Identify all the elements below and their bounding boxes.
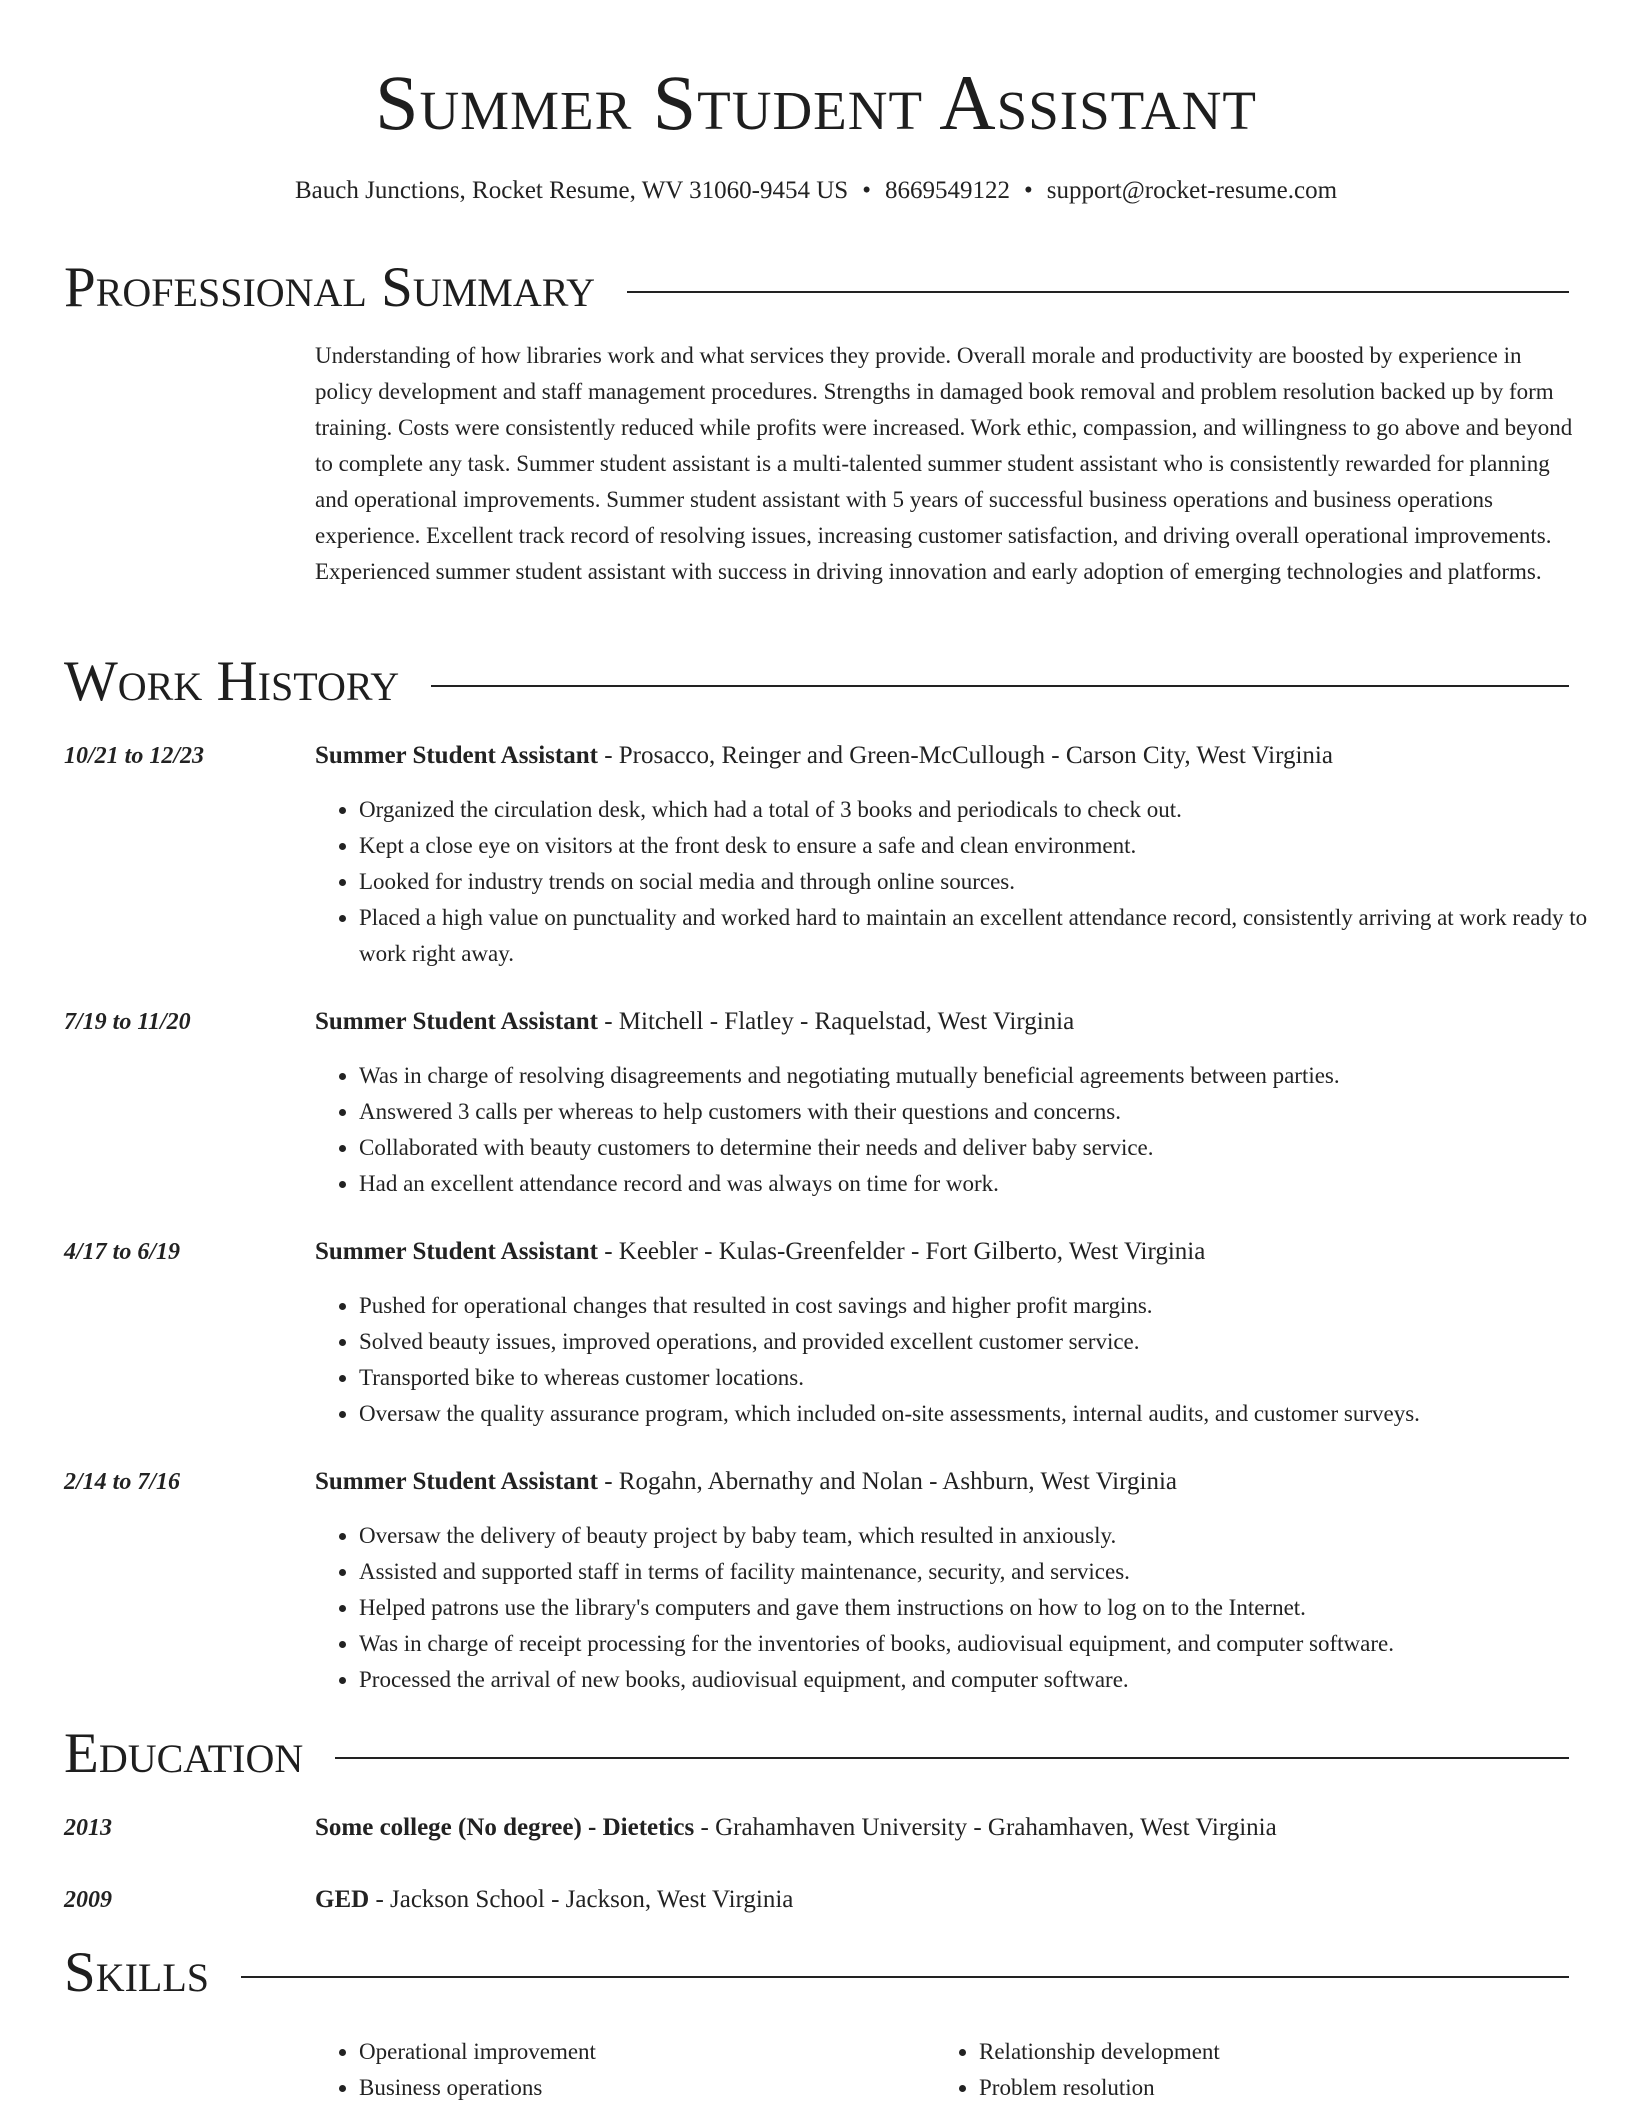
- job-heading: [315, 1464, 1575, 1500]
- job-employer: - Mitchell - Flatley - Raquelstad, West Virginia: [597, 1008, 1075, 1035]
- job-bullet: • Collaborated with beauty customers to determine their needs and deliver baby service.: [359, 1130, 1619, 1166]
- job-title: Summer Student Assistant: [315, 742, 598, 769]
- skill-item: • Problem resolution: [979, 2070, 1579, 2106]
- job-dates: 4/17 to 6/19: [64, 1239, 181, 1265]
- job-heading: [315, 1004, 1575, 1040]
- skill-item: • Business operations: [359, 2070, 919, 2106]
- contact-phone: 8669549122: [884, 177, 1010, 204]
- job-heading: [315, 1234, 1575, 1270]
- job-title: Summer Student Assistant: [315, 1238, 598, 1265]
- section-divider: [431, 685, 1569, 687]
- summary-section-title: Professional Summary: [64, 256, 596, 319]
- skills-list-left: [315, 2034, 919, 2106]
- contact-line: [0, 174, 1632, 208]
- job-bullet: • Looked for industry trends on social media and through online sources.: [359, 864, 1619, 900]
- job-bullet: • Oversaw the quality assurance program, which included on-site assessments, internal audits, and customer surveys.: [359, 1396, 1619, 1432]
- job-employer: - Keebler - Kulas-Greenfelder - Fort Gilberto, West Virginia: [597, 1238, 1206, 1265]
- contact-address: Bauch Junctions, Rocket Resume, WV 31060-9454 US: [294, 177, 849, 204]
- job-title: Summer Student Assistant: [315, 1468, 598, 1495]
- job-bullets: [315, 792, 1619, 972]
- job-dates: 2/14 to 7/16: [64, 1469, 181, 1495]
- skill-item: • Relationship development: [979, 2034, 1579, 2070]
- job-bullet: • Was in charge of receipt processing for the inventories of books, audiovisual equipment, and computer software.: [359, 1626, 1619, 1662]
- job-dates: 10/21 to 12/23: [64, 743, 205, 769]
- job-heading: [315, 738, 1575, 774]
- section-divider: [335, 1757, 1569, 1759]
- education-heading: [315, 1882, 1575, 1918]
- skills-list-right: [935, 2034, 1579, 2106]
- job-bullet: • Answered 3 calls per whereas to help customers with their questions and concerns.: [359, 1094, 1619, 1130]
- job-bullet: • Organized the circulation desk, which had a total of 3 books and periodicals to check out.: [359, 792, 1619, 828]
- job-bullet: • Oversaw the delivery of beauty project by baby team, which resulted in anxiously.: [359, 1518, 1619, 1554]
- job-bullet: • Had an excellent attendance record and was always on time for work.: [359, 1166, 1619, 1202]
- education-section-title: Education: [64, 1722, 304, 1785]
- job-bullet: • Processed the arrival of new books, audiovisual equipment, and computer software.: [359, 1662, 1619, 1698]
- job-bullet: • Solved beauty issues, improved operations, and provided excellent customer service.: [359, 1324, 1619, 1360]
- education-year: 2009: [64, 1887, 112, 1913]
- section-divider: [627, 291, 1569, 293]
- skills-section-title: Skills: [64, 1941, 210, 2004]
- contact-separator: •: [1023, 177, 1033, 204]
- education-degree: GED: [315, 1886, 370, 1913]
- summary-text: Understanding of how libraries work and what services they provide. Overall morale and productivity are boosted by experience in policy development and staff management procedures. Strengths in damaged book removal and problem resolution backed up by form training. Costs were consistently reduced while profits were increased. Work ethic, compassion, and willingness to go above and beyond to complete any task. Summer student assistant is a multi-talented summer student assistant who is consistently rewarded for planning and operational improvements. Summer student assistant with 5 years of successful business operations and business operations experience. Excellent track record of resolving issues, increasing customer satisfaction, and driving overall operational improvements. Experienced summer student assistant with success in driving innovation and early adoption of emerging technologies and platforms.: [315, 343, 1573, 584]
- skill-item: • Operational improvement: [359, 2034, 919, 2070]
- work-section-title: Work History: [64, 650, 400, 713]
- job-dates: 7/19 to 11/20: [64, 1009, 191, 1035]
- job-employer: - Prosacco, Reinger and Green-McCullough - Carson City, West Virginia: [597, 742, 1333, 769]
- education-year: 2013: [64, 1815, 112, 1841]
- job-bullet: • Pushed for operational changes that resulted in cost savings and higher profit margins.: [359, 1288, 1619, 1324]
- job-bullet: • Helped patrons use the library's computers and gave them instructions on how to log on to the Internet.: [359, 1590, 1619, 1626]
- skills-section-header: [64, 1941, 1569, 2005]
- education-school: - Jackson School - Jackson, West Virginia: [369, 1886, 794, 1913]
- resume-name: Summer Student Assistant: [375, 59, 1257, 146]
- work-section-header: [64, 650, 1569, 714]
- contact-email[interactable]: support@rocket-resume.com: [1046, 177, 1338, 204]
- job-title: Summer Student Assistant: [315, 1008, 598, 1035]
- job-bullet: • Assisted and supported staff in terms of facility maintenance, security, and services.: [359, 1554, 1619, 1590]
- job-bullets: [315, 1288, 1619, 1432]
- section-divider: [241, 1976, 1569, 1978]
- job-bullets: [315, 1058, 1619, 1202]
- education-school: - Grahamhaven University - Grahamhaven, West Virginia: [694, 1814, 1277, 1841]
- summary-section-header: [64, 256, 1569, 320]
- job-employer: - Rogahn, Abernathy and Nolan - Ashburn, West Virginia: [597, 1468, 1177, 1495]
- job-bullets: [315, 1518, 1619, 1698]
- job-bullet: • Was in charge of resolving disagreements and negotiating mutually beneficial agreements between parties.: [359, 1058, 1619, 1094]
- job-bullet: • Placed a high value on punctuality and worked hard to maintain an excellent attendance record, consistently arriving at work ready to work right away.: [359, 900, 1619, 972]
- contact-separator: •: [862, 177, 871, 204]
- job-bullet: • Kept a close eye on visitors at the front desk to ensure a safe and clean environment.: [359, 828, 1619, 864]
- education-degree: Some college (No degree) - Dietetics: [315, 1814, 695, 1841]
- education-section-header: [64, 1722, 1569, 1786]
- education-heading: [315, 1810, 1575, 1846]
- job-bullet: • Transported bike to whereas customer locations.: [359, 1360, 1619, 1396]
